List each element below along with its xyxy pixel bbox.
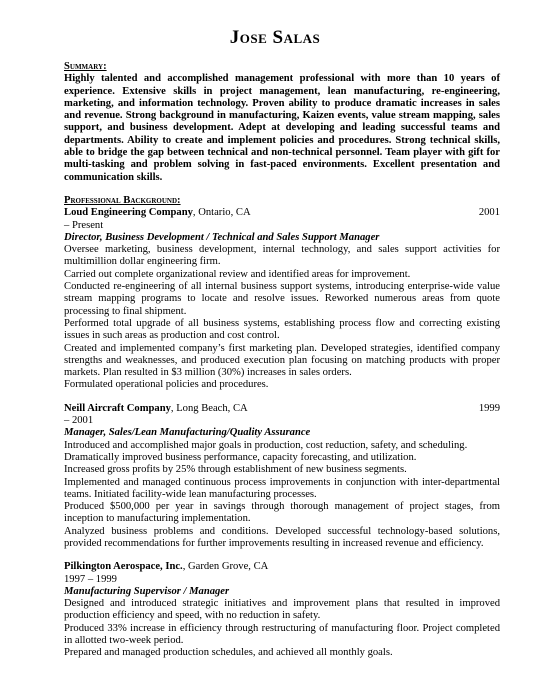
job-duty: Introduced and accomplished major goals in production, cost reduction, safety, and scheduling.: [64, 439, 468, 451]
job-duty: Prepared and managed production schedules, and achieved all monthly goals.: [64, 647, 393, 659]
job-location: , Garden Grove, CA: [182, 561, 269, 573]
job-entry: [64, 207, 500, 391]
job-dates: – 2001: [64, 415, 94, 427]
job-duty: Analyzed business problems and conditions. Developed successful technology-based solutions, provided recommendations for further improvements resulting in increased revenue and efficiency.: [64, 525, 500, 549]
job-duty: Created and implemented company’s first marketing plan. Developed strategies, identified company strengths and weaknesses, and produced execution plan focusing on matching products with proper markets. Plan resulted in $3 million (30%) increases in sales orders.: [64, 342, 500, 379]
job-title: Director, Business Development / Technical and Sales Support Manager: [64, 231, 380, 243]
job-header: [64, 207, 500, 219]
job-company: Loud Engineering Company: [64, 207, 193, 219]
job-duties: [64, 440, 500, 551]
job-dates: 1997 – 1999: [64, 573, 117, 585]
job-location: , Ontario, CA: [192, 207, 251, 219]
job-duties: [64, 244, 500, 392]
job-duty: Produced 33% increase in efficiency through restructuring of manufacturing floor. Project completed in allotted two-week period.: [64, 622, 500, 647]
job-duty: Increased gross profits by 25% through establishment of new business segments.: [64, 464, 407, 476]
job-duties: [64, 598, 500, 659]
job-dates: – Present: [64, 219, 104, 231]
job-year: 2001: [478, 207, 500, 219]
job-duty: Implemented and managed continuous process improvements in conjunction with inter-departmental teams. Initiated facility-wide lean manufacturing processes.: [64, 476, 500, 500]
professional-background-heading: Professional Background:: [64, 194, 181, 206]
job-company-line: [64, 207, 251, 219]
resume-content: [64, 61, 500, 660]
job-company: Pilkington Aerospace, Inc.: [64, 561, 183, 573]
job-company-line: [64, 561, 268, 573]
spacer: [64, 550, 500, 561]
job-year: 1999: [478, 402, 500, 414]
summary-heading: Summary:: [64, 61, 107, 72]
job-entry: [64, 561, 500, 659]
job-header: [64, 403, 500, 415]
job-title: Manufacturing Supervisor / Manager: [64, 585, 230, 597]
job-duty: Oversee marketing, business development, internal technology, and sales support activities for multimillion dollar engineering firm.: [64, 244, 500, 268]
job-company-line: [64, 403, 248, 415]
job-duty: Designed and introduced strategic initiatives and improvement plans that resulted in improved production efficiency and speed, with no reduction in safety.: [64, 598, 500, 622]
job-location: , Long Beach, CA: [170, 402, 248, 414]
summary-text: Highly talented and accomplished management professional with more than 10 years of experience. Extensive skills in project management, lean manufacturing, re-engineering, marketing, and information technology. Proven ability to produce dramatic increases in sales and revenue. Strong background in manufacturing, Kaizen events, value stream mapping, sales support, and business development. Adept at developing and leading successful teams and departments. Ability to create and implement policies and procedures. Strong technical skills, able to bridge the gap between technical and non-technical personnel. Team player with gift for multi-tasking and problem solving in fast-paced environments. Excellent presentation and communication skills.: [64, 73, 500, 183]
job-company: Neill Aircraft Company: [64, 402, 171, 414]
job-duty: Carried out complete organizational review and identified areas for improvement.: [64, 268, 411, 280]
candidate-name: Jose Salas: [229, 27, 321, 48]
job-duty: Performed total upgrade of all business systems, establishing process flow and correcting existing issues in such areas as production and cost control.: [64, 317, 500, 342]
job-duty: Produced $500,000 per year in savings through thorough management of project stages, from inception to manufacturing implementation.: [64, 501, 500, 525]
job-entry: [64, 403, 500, 551]
job-duty: Dramatically improved business performance, capacity forecasting, and utilization.: [64, 451, 417, 463]
job-title: Manager, Sales/Lean Manufacturing/Quality Assurance: [64, 427, 311, 439]
job-duty: Conducted re-engineering of all internal business support systems, introducing enterprise-wide value stream mapping programs to locate and resolve issues. Reworked numerous areas from quote processing to final shipment.: [64, 281, 500, 317]
job-duty: Formulated operational policies and procedures.: [64, 379, 269, 391]
spacer: [64, 392, 500, 403]
spacer: [64, 184, 500, 195]
job-header: [64, 561, 500, 573]
